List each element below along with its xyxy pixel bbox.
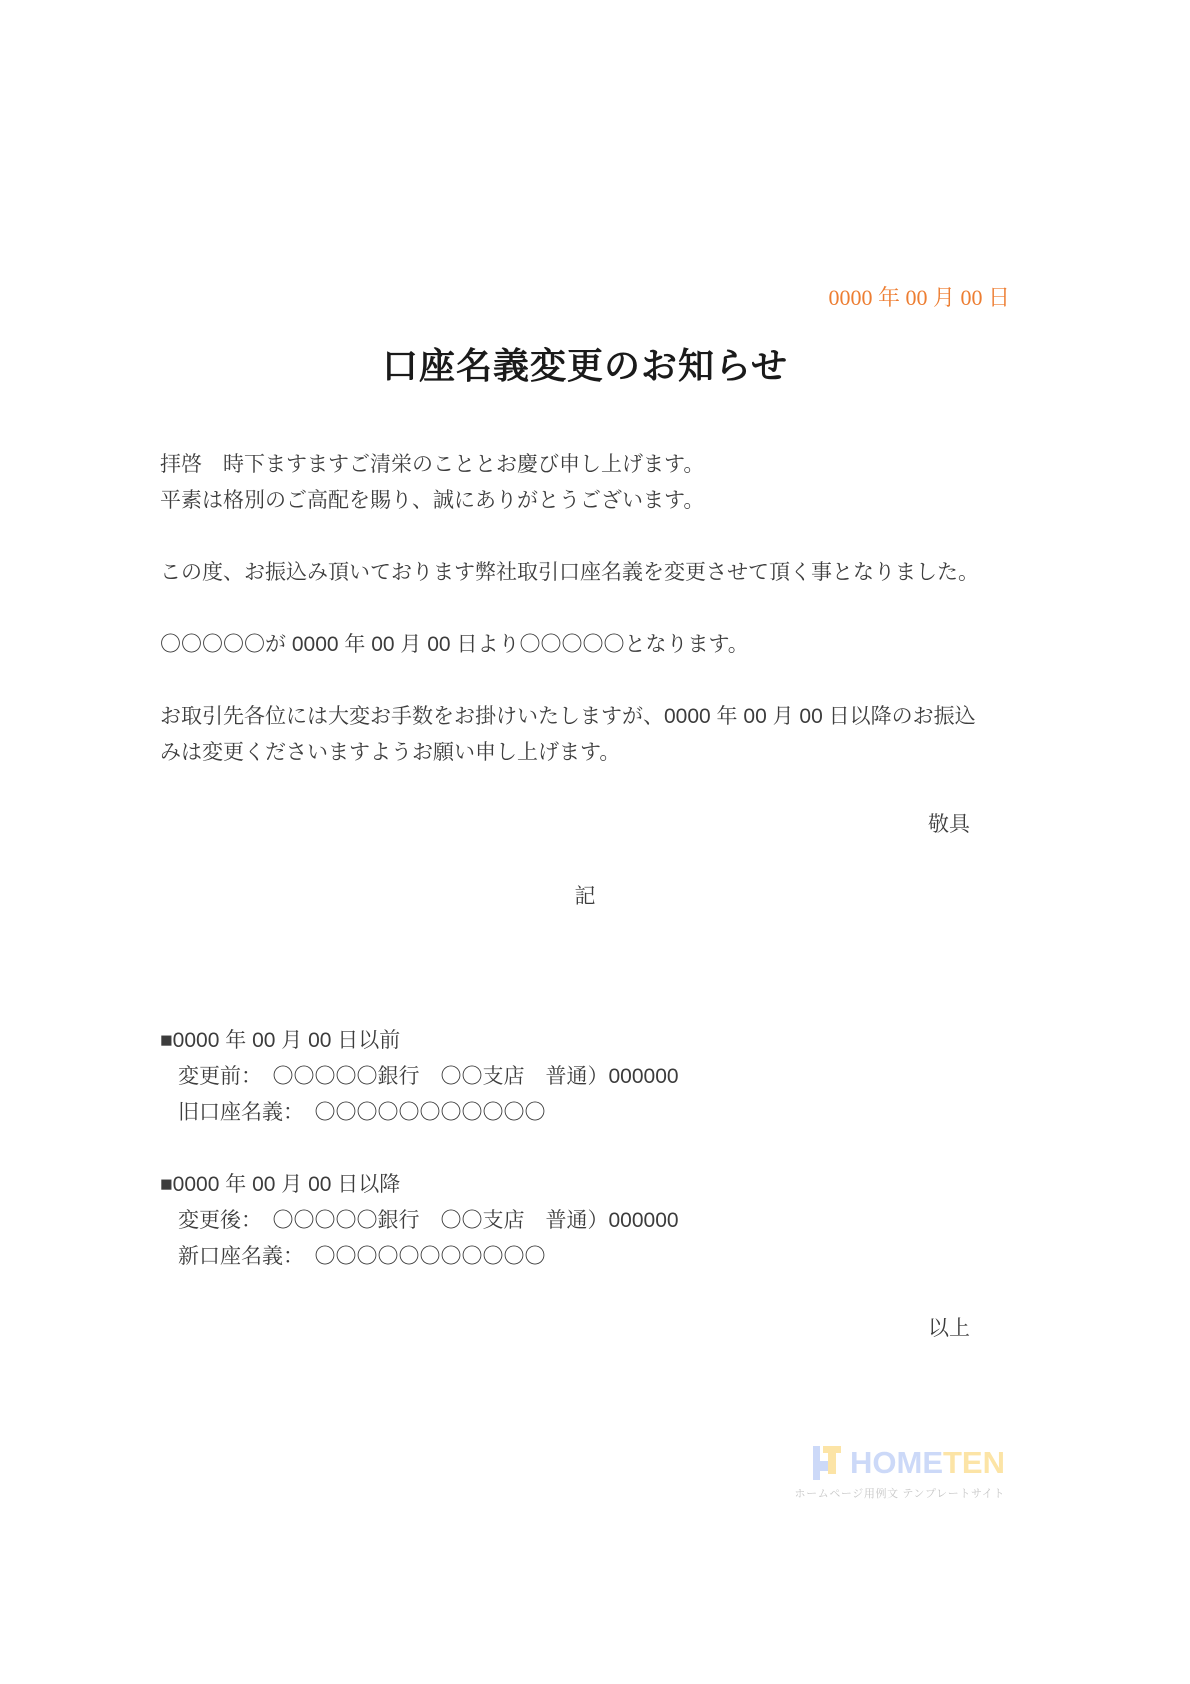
- request-line-2: みは変更くださいますようお願い申し上げます。: [160, 741, 621, 764]
- greeting-paragraph: [160, 447, 1010, 519]
- section-before-heading: ■0000 年 00 月 00 日以前: [160, 1029, 401, 1052]
- section-after-heading: ■0000 年 00 月 00 日以降: [160, 1173, 401, 1196]
- logo-icon-blue-bar: [813, 1446, 820, 1480]
- record-marker-ki: 記: [574, 885, 596, 908]
- hometen-tagline: ホームページ用例文 テンプレートサイト: [794, 1488, 1005, 1500]
- account-section-after: [160, 1167, 1010, 1275]
- logo-icon-yellow-stem: [828, 1453, 836, 1474]
- account-section-before: [160, 1023, 1010, 1131]
- closing-keigu: 敬具: [928, 813, 970, 836]
- section-after-name-line: 新口座名義： 〇〇〇〇〇〇〇〇〇〇〇: [178, 1245, 546, 1268]
- greeting-line-1: 拝啓 時下ますますご清栄のこととお慶び申し上げます。: [160, 453, 705, 476]
- section-before-account-line: 変更前： 〇〇〇〇〇銀行 〇〇支店 普通）000000: [178, 1065, 679, 1088]
- notice-line: この度、お振込み頂いております弊社取引口座名義を変更させて頂く事となりました。: [160, 561, 979, 584]
- hometen-logo-icon: [813, 1446, 841, 1480]
- document-date: 0000 年 00 月 00 日: [828, 285, 1010, 310]
- notice-paragraph: [160, 555, 1010, 591]
- document-title: 口座名義変更のお知らせ: [382, 346, 788, 386]
- request-line-1: お取引先各位には大変お手数をお掛けいたしますが、0000 年 00 月 00 日以降のお振込: [160, 705, 976, 728]
- hometen-brand-name: [850, 1446, 1005, 1480]
- section-after-account-line: 変更後： 〇〇〇〇〇銀行 〇〇支店 普通）000000: [178, 1209, 679, 1232]
- change-line: 〇〇〇〇〇が 0000 年 00 月 00 日より〇〇〇〇〇となります。: [160, 633, 749, 656]
- hometen-logo: [795, 1446, 1005, 1501]
- logo-icon-yellow-top: [823, 1446, 841, 1453]
- change-paragraph: [160, 627, 1010, 663]
- request-paragraph: [160, 699, 1010, 771]
- brand-part-ten: TEN: [943, 1445, 1005, 1480]
- brand-part-home: HOME: [850, 1445, 943, 1480]
- section-before-name-line: 旧口座名義： 〇〇〇〇〇〇〇〇〇〇〇: [178, 1101, 546, 1124]
- end-marker-ijou: 以上: [928, 1317, 970, 1340]
- logo-icon-blue-block: [820, 1461, 828, 1471]
- greeting-line-2: 平素は格別のご高配を賜り、誠にありがとうございます。: [160, 489, 705, 512]
